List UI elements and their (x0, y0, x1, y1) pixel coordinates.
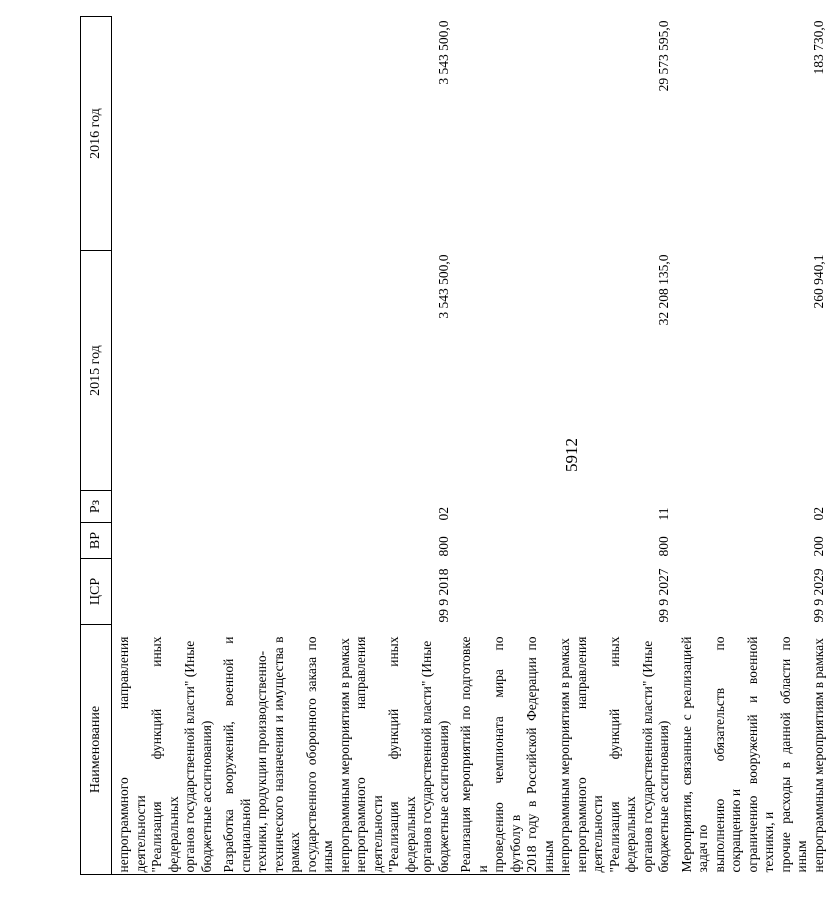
row-2016 (112, 17, 222, 251)
row-2015 (112, 251, 222, 491)
table-row (112, 17, 222, 875)
row-name-line: Разработка вооружений, военной и специальной (221, 636, 253, 873)
row-name-cell (112, 625, 222, 875)
row-2016: 29 573 595,0 (656, 20, 671, 92)
budget-table (80, 16, 833, 875)
row-name-line: бюджетные ассигнования) (435, 720, 451, 873)
row-rz: 02 (810, 507, 826, 521)
row-csr (112, 559, 222, 625)
header-2015: 2015 год (81, 251, 112, 491)
row-vr (112, 523, 222, 559)
row-name-line: "Реализация функций иных федеральных (149, 636, 181, 873)
row-name-line: непрограммного направления деятельности (353, 636, 385, 873)
row-name-line: государственного оборонного заказа по иным (303, 636, 335, 873)
header-vr: ВР (81, 523, 112, 559)
header-name: Наименование (81, 625, 112, 875)
row-name-cell (679, 625, 833, 875)
table-row (221, 17, 458, 875)
row-vr: 800 (435, 536, 451, 557)
row-vr: 800 (656, 536, 671, 557)
row-csr: 99 9 2029 (810, 568, 826, 623)
table-header-row (81, 17, 112, 875)
row-2015: 3 543 500,0 (435, 254, 451, 319)
header-rz: Рз (81, 491, 112, 523)
row-2016: 183 730,0 (810, 20, 826, 75)
table-row (458, 17, 679, 875)
row-name-line: выполнению обязательств по сокращению и (711, 636, 743, 873)
row-name-line: бюджетные ассигнования) (198, 720, 214, 873)
header-2016: 2016 год (81, 17, 112, 251)
row-name-line: технического назначения и имущества в рамках (270, 636, 302, 873)
row-name-line: непрограммного направления деятельности (116, 636, 148, 873)
row-2016: 3 543 500,0 (435, 20, 451, 85)
header-csr: ЦСР (81, 559, 112, 625)
row-name-cell (458, 625, 679, 875)
row-name-line: ограничению вооружений и военной техники, и (744, 636, 776, 873)
row-name-line: проведению чемпионата мира по футболу в (491, 636, 523, 873)
row-2015: 260 940,1 (810, 254, 826, 309)
row-name-line: непрограммным мероприятиям в рамках (336, 638, 352, 873)
row-rz (112, 491, 222, 523)
row-vr: 200 (810, 536, 826, 557)
row-name-line: органов государственной власти" (Иные (182, 640, 197, 873)
row-name-line: непрограммного направления деятельности (573, 636, 605, 873)
row-rz: 02 (435, 507, 451, 521)
row-csr: 99 9 2018 (435, 568, 451, 623)
row-name-cell (221, 625, 458, 875)
row-name-line: "Реализация функций иных федеральных (386, 636, 418, 873)
row-name-line: органов государственной власти" (Иные (639, 640, 655, 873)
row-name-line: 2018 году в Российской Федерации по иным (524, 636, 556, 873)
row-rz: 11 (656, 507, 671, 521)
row-name-line: бюджетные ассигнования) (656, 720, 671, 873)
page-number: 5912 (562, 438, 581, 472)
row-name-line: Мероприятия, связанные с реализацией задач по (678, 636, 710, 873)
row-name-line: прочие расходы в данной области по иным (777, 636, 809, 873)
row-name-line: непрограммным мероприятиям в рамках (810, 638, 826, 873)
row-2015: 32 208 135,0 (656, 254, 671, 326)
table-row (679, 17, 833, 875)
row-name-line: техники, продукции производственно- (254, 650, 269, 873)
row-name-line: Реализация мероприятий по подготовке и (458, 636, 490, 873)
row-name-line: непрограммным мероприятиям в рамках (557, 638, 572, 873)
row-csr: 99 9 2027 (656, 568, 671, 623)
row-name-line: "Реализация функций иных федеральных (606, 636, 638, 873)
row-name-line: органов государственной власти" (Иные (419, 640, 434, 873)
